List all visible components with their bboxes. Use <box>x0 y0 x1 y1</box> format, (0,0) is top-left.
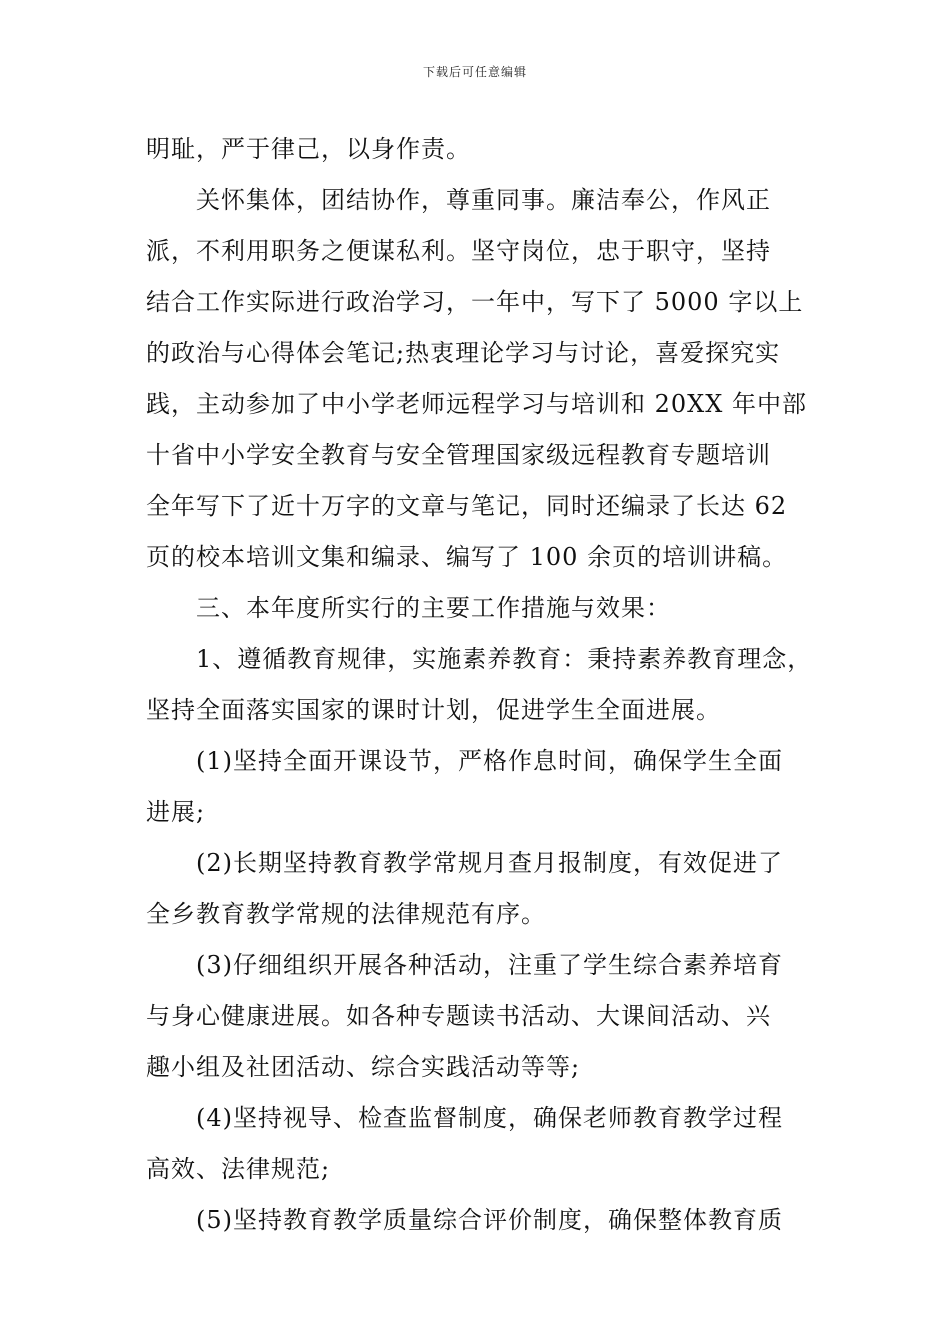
list-item: (3)仔细组织开展各种活动，注重了学生综合素养培育 <box>196 951 783 979</box>
text-line: 全乡教育教学常规的法律规范有序。 <box>146 900 546 928</box>
text-line: 派，不利用职务之便谋私利。坚守岗位，忠于职守，坚持 <box>146 237 771 265</box>
list-item: (1)坚持全面开课设节，严格作息时间，确保学生全面 <box>196 747 783 775</box>
text-line: 趣小组及社团活动、综合实践活动等等; <box>146 1053 581 1081</box>
text-line: 1、遵循教育规律，实施素养教育：秉持素养教育理念， <box>196 645 813 673</box>
text-line: 坚持全面落实国家的课时计划，促进学生全面进展。 <box>146 696 721 724</box>
text-line: 践，主动参加了中小学老师远程学习与培训和 20XX 年中部 <box>146 390 807 418</box>
list-item: (2)长期坚持教育教学常规月查月报制度，有效促进了 <box>196 849 783 877</box>
list-item: (5)坚持教育教学质量综合评价制度，确保整体教育质 <box>196 1206 783 1234</box>
text-line: 十省中小学安全教育与安全管理国家级远程教育专题培训 <box>146 441 771 469</box>
text-line: 进展; <box>146 798 206 826</box>
page-header: 下载后可任意编辑 <box>422 65 527 79</box>
text-line: 关怀集体，团结协作，尊重同事。廉洁奉公，作风正 <box>196 186 771 214</box>
text-line: 结合工作实际进行政治学习，一年中，写下了 5000 字以上 <box>146 288 804 316</box>
text-line: 全年写下了近十万字的文章与笔记，同时还编录了长达 62 <box>146 492 788 520</box>
list-item: (4)坚持视导、检查监督制度，确保老师教育教学过程 <box>196 1104 783 1132</box>
text-line: 与身心健康进展。如各种专题读书活动、大课间活动、兴 <box>146 1002 771 1030</box>
text-line: 高效、法律规范; <box>146 1155 331 1183</box>
section-heading: 三、本年度所实行的主要工作措施与效果： <box>196 594 671 622</box>
text-line: 的政治与心得体会笔记;热衷理论学习与讨论，喜爱探究实 <box>146 339 781 367</box>
text-line: 明耻，严于律己，以身作责。 <box>146 135 471 163</box>
text-line: 页的校本培训文集和编录、编写了 100 余页的培训讲稿。 <box>146 543 788 571</box>
document-body <box>146 128 826 1250</box>
